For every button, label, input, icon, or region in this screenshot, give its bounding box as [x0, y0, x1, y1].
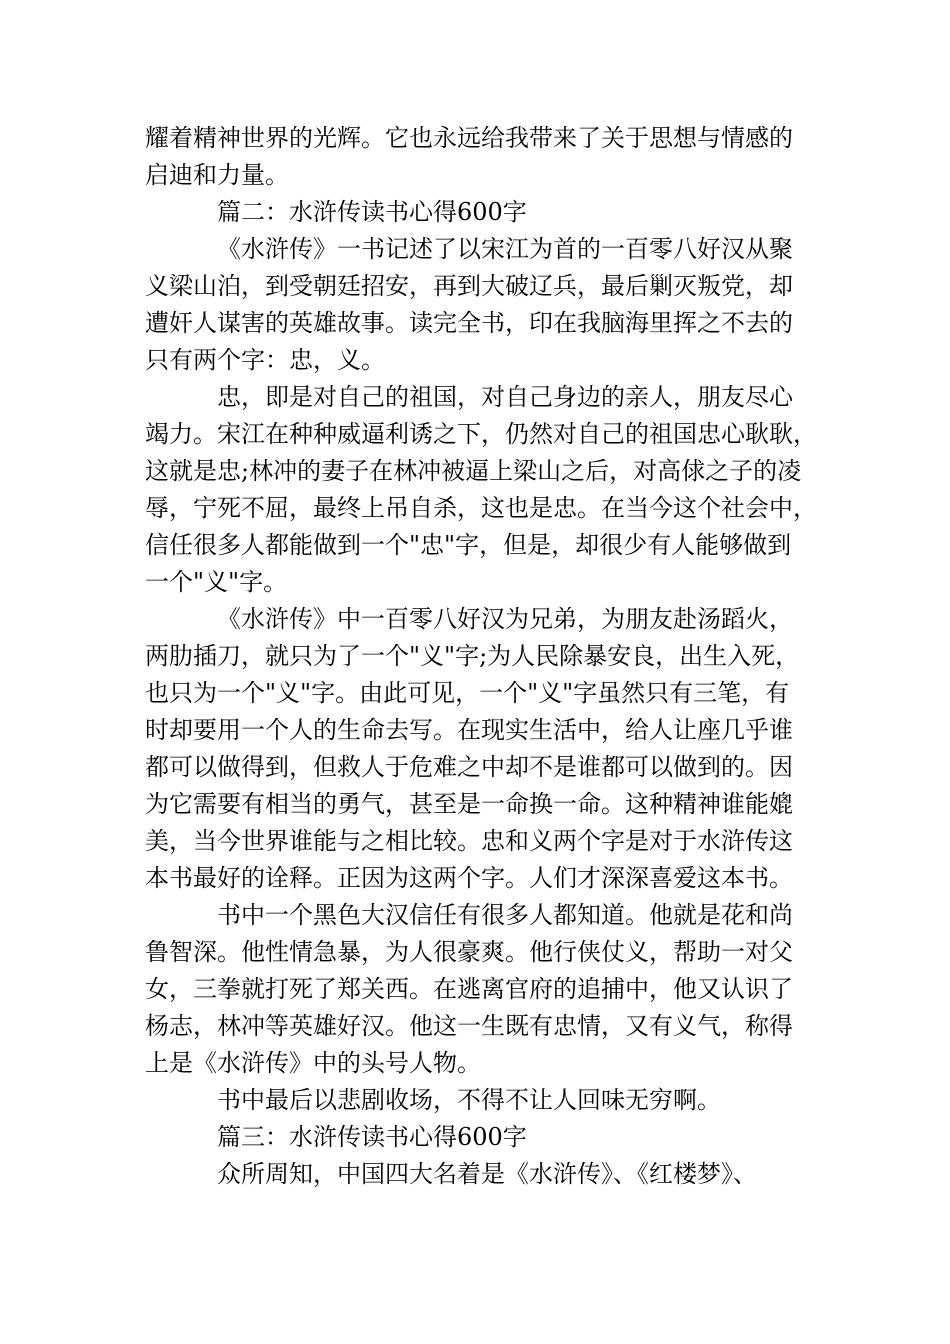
- text-line: 上是《水浒传》中的头号人物。: [145, 1049, 481, 1077]
- section-heading: 篇二：水浒传读书心得600字: [217, 198, 527, 226]
- text-line: 女，三拳就打死了郑关西。在逃离官府的追捕中，他又认识了: [145, 975, 793, 1003]
- text-line: 启迪和力量。: [145, 161, 289, 189]
- text-line: 都可以做得到，但救人于危难之中却不是谁都可以做到的。因: [145, 753, 793, 781]
- text-line: 义梁山泊，到受朝廷招安，再到大破辽兵，最后剿灭叛党，却: [145, 272, 793, 300]
- section-heading: 篇三：水浒传读书心得600字: [217, 1123, 527, 1151]
- text-line: 竭力。宋江在种种威逼利诱之下，仍然对自己的祖国忠心耿耿，: [145, 420, 817, 448]
- text-line: 杨志，林冲等英雄好汉。他这一生既有忠情，又有义气，称得: [145, 1012, 793, 1040]
- text-line: 辱，宁死不屈，最终上吊自杀，这也是忠。在当今这个社会中，: [145, 494, 817, 522]
- paragraph-start: 书中最后以悲剧收场，不得不让人回味无穷啊。: [217, 1086, 721, 1114]
- text-line: 本书最好的诠释。正因为这两个字。人们才深深喜爱这本书。: [145, 864, 793, 892]
- text-line: 信任很多人都能做到一个"忠"字，但是，却很少有人能够做到: [145, 531, 792, 559]
- text-line: 这就是忠;林冲的妻子在林冲被逼上梁山之后，对高俅之子的凌: [145, 457, 802, 485]
- paragraph-start: 众所周知，中国四大名着是《水浒传》、《红楼梦》、: [217, 1160, 757, 1188]
- paragraph-start: 《水浒传》中一百零八好汉为兄弟，为朋友赴汤蹈火，: [217, 605, 793, 633]
- text-line: 耀着精神世界的光辉。它也永远给我带来了关于思想与情感的: [145, 124, 793, 152]
- text-line: 遭奸人谋害的英雄故事。读完全书，印在我脑海里挥之不去的: [145, 309, 793, 337]
- text-line: 两肋插刀，就只为了一个"义"字;为人民除暴安良，出生入死，: [145, 642, 800, 670]
- text-line: 只有两个字：忠，义。: [145, 346, 385, 374]
- text-line: 为它需要有相当的勇气，甚至是一命换一命。这种精神谁能媲: [145, 790, 793, 818]
- text-line: 也只为一个"义"字。由此可见，一个"义"字虽然只有三笔，有: [145, 679, 790, 707]
- text-line: 一个"义"字。: [145, 568, 288, 596]
- paragraph-start: 忠，即是对自己的祖国，对自己身边的亲人，朋友尽心: [217, 383, 793, 411]
- text-line: 时却要用一个人的生命去写。在现实生活中，给人让座几乎谁: [145, 716, 793, 744]
- paragraph-start: 书中一个黑色大汉信任有很多人都知道。他就是花和尚: [217, 901, 793, 929]
- text-line: 鲁智深。他性情急暴，为人很豪爽。他行侠仗义，帮助一对父: [145, 938, 793, 966]
- paragraph-start: 《水浒传》一书记述了以宋江为首的一百零八好汉从聚: [217, 235, 793, 263]
- text-line: 美，当今世界谁能与之相比较。忠和义两个字是对于水浒传这: [145, 827, 793, 855]
